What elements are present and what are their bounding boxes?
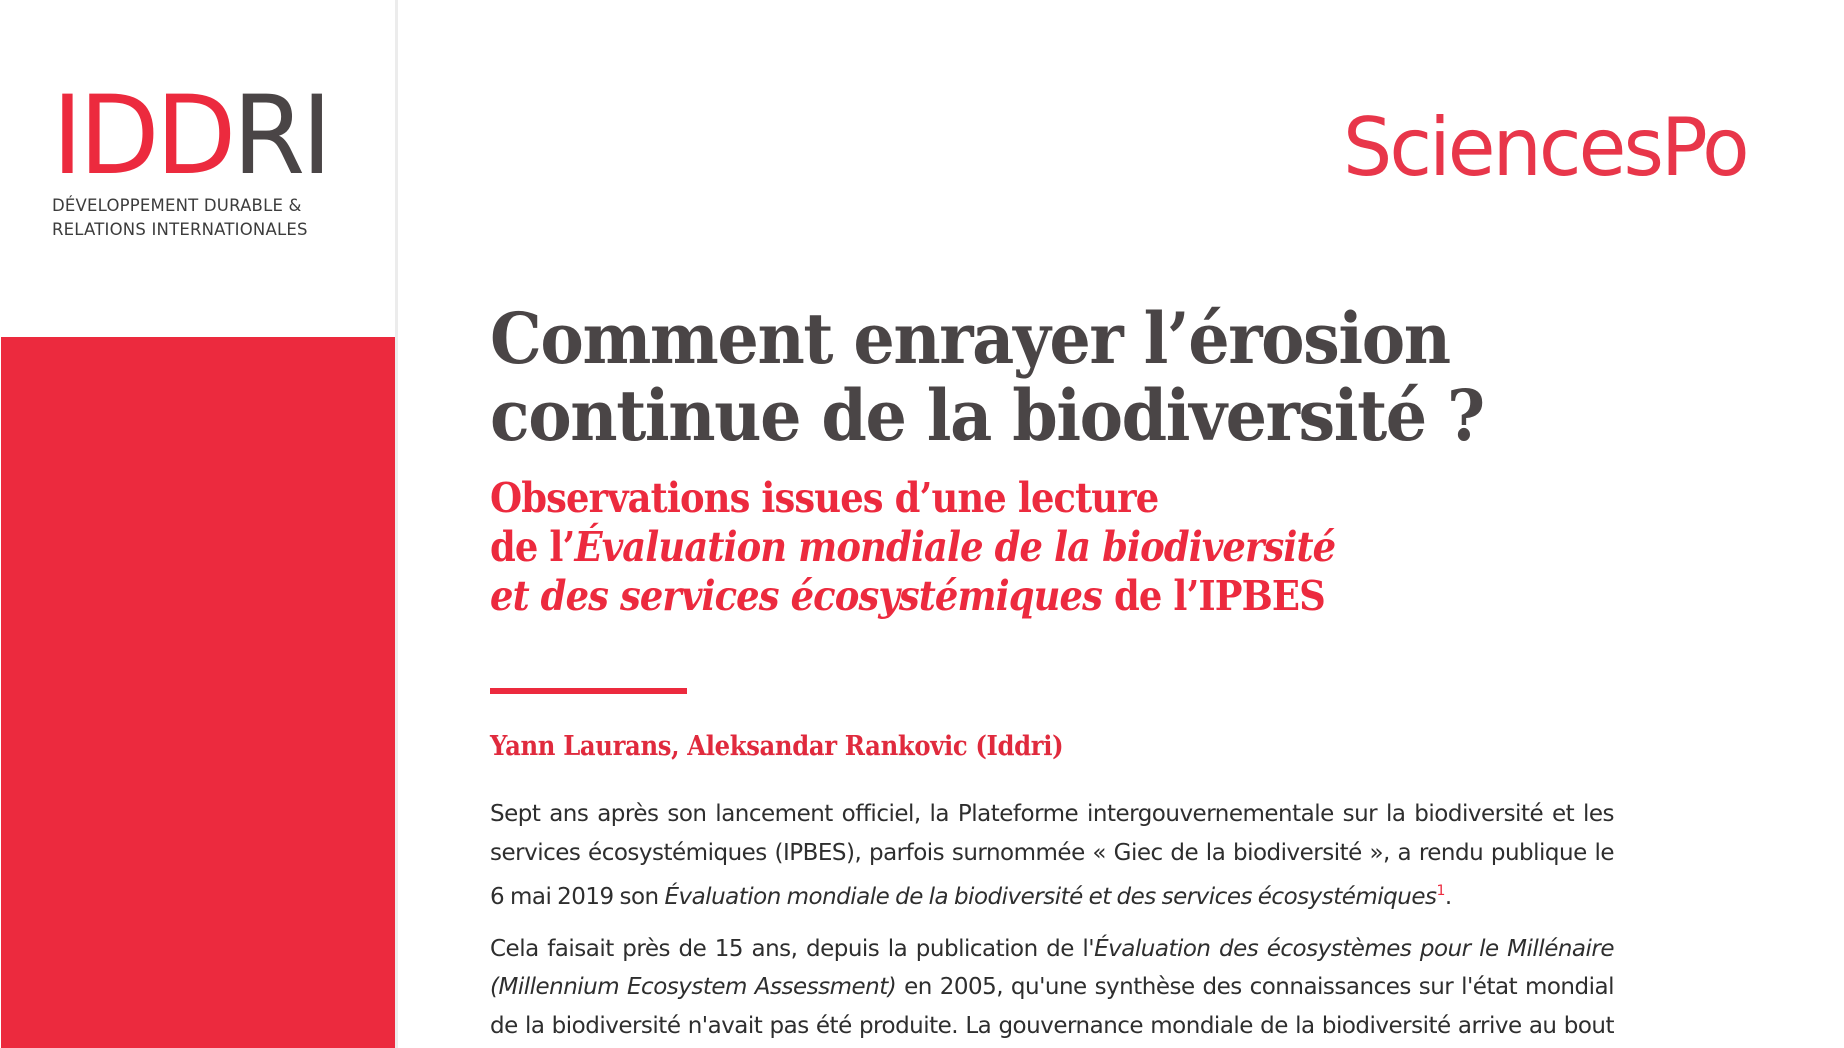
title-line-2: continue de la biodiversité ? bbox=[490, 374, 1484, 457]
accent-color-block bbox=[1, 337, 395, 1048]
subtitle-line-2 bbox=[490, 523, 1502, 572]
iddri-tagline-line1: DÉVELOPPEMENT DURABLE & bbox=[52, 196, 302, 215]
paragraph-2-line-1-italic: Évaluation des écosystèmes pour le Millénaire bbox=[1094, 935, 1614, 962]
paragraph-2-line-2-italic: (Millennium Ecosystem Assessment) bbox=[490, 974, 897, 1000]
paragraph-1 bbox=[490, 795, 1614, 917]
paragraph-2 bbox=[490, 930, 1614, 1046]
subtitle-line-3 bbox=[490, 572, 1502, 621]
paragraph-1-line-3 bbox=[490, 872, 1614, 917]
document-header bbox=[490, 297, 1614, 621]
paragraph-2-line-1 bbox=[490, 930, 1614, 969]
subtitle-line-3-suffix: de l’IPBES bbox=[1102, 572, 1325, 620]
document-body bbox=[490, 795, 1614, 1048]
title-line-1: Comment enrayer l’érosion bbox=[490, 297, 1450, 380]
paragraph-2-line-3: de la biodiversité n'avait pas été produite. La gouvernance mondiale de la biodiversité arrive au bout bbox=[490, 1012, 1614, 1039]
paragraph-1-line-3-suffix: . bbox=[1444, 884, 1452, 910]
paragraph-1-line-2: services écosystémiques (IPBES), parfois surnommée « Giec de la biodiversité », a rendu publique le bbox=[490, 839, 1614, 866]
authors: Yann Laurans, Aleksandar Rankovic (Iddri) bbox=[490, 731, 1064, 762]
paragraph-1-line-3-prefix: 6 mai 2019 son bbox=[490, 884, 665, 910]
subtitle-line-1: Observations issues d’une lecture bbox=[490, 474, 1159, 522]
paragraph-1-line-3-italic: Évaluation mondiale de la biodiversité et des services écosystémiques bbox=[664, 884, 1437, 910]
paragraph-2-line-1-prefix: Cela faisait près de 15 ans, depuis la publication de l' bbox=[490, 935, 1095, 962]
subtitle-line-2-italic: Évaluation mondiale de la biodiversité bbox=[574, 523, 1336, 571]
subtitle-line-2-prefix: de l’ bbox=[490, 523, 575, 571]
iddri-tagline bbox=[52, 194, 342, 242]
iddri-wordmark-red: IDD bbox=[52, 72, 233, 199]
subtitle-line-3-italic: et des services écosystémiques bbox=[490, 572, 1102, 620]
title-divider bbox=[490, 688, 687, 694]
iddri-tagline-line2: RELATIONS INTERNATIONALES bbox=[52, 220, 308, 239]
iddri-logo bbox=[52, 72, 342, 242]
document-subtitle bbox=[490, 474, 1502, 621]
paragraph-2-line-2 bbox=[490, 968, 1614, 1007]
paragraph-2-line-2-suffix: en 2005, qu'une synthèse des connaissances sur l'état mondial bbox=[896, 974, 1614, 1000]
iddri-wordmark-grey: RI bbox=[232, 72, 329, 199]
footnote-marker[interactable]: 1 bbox=[1436, 883, 1445, 899]
document-title bbox=[490, 297, 1535, 457]
iddri-wordmark bbox=[52, 72, 330, 199]
sciencespo-logo: SciencesPo bbox=[1343, 101, 1747, 194]
paragraph-1-line-1: Sept ans après son lancement officiel, la Plateforme intergouvernementale sur la biodiversité et les bbox=[490, 801, 1614, 827]
